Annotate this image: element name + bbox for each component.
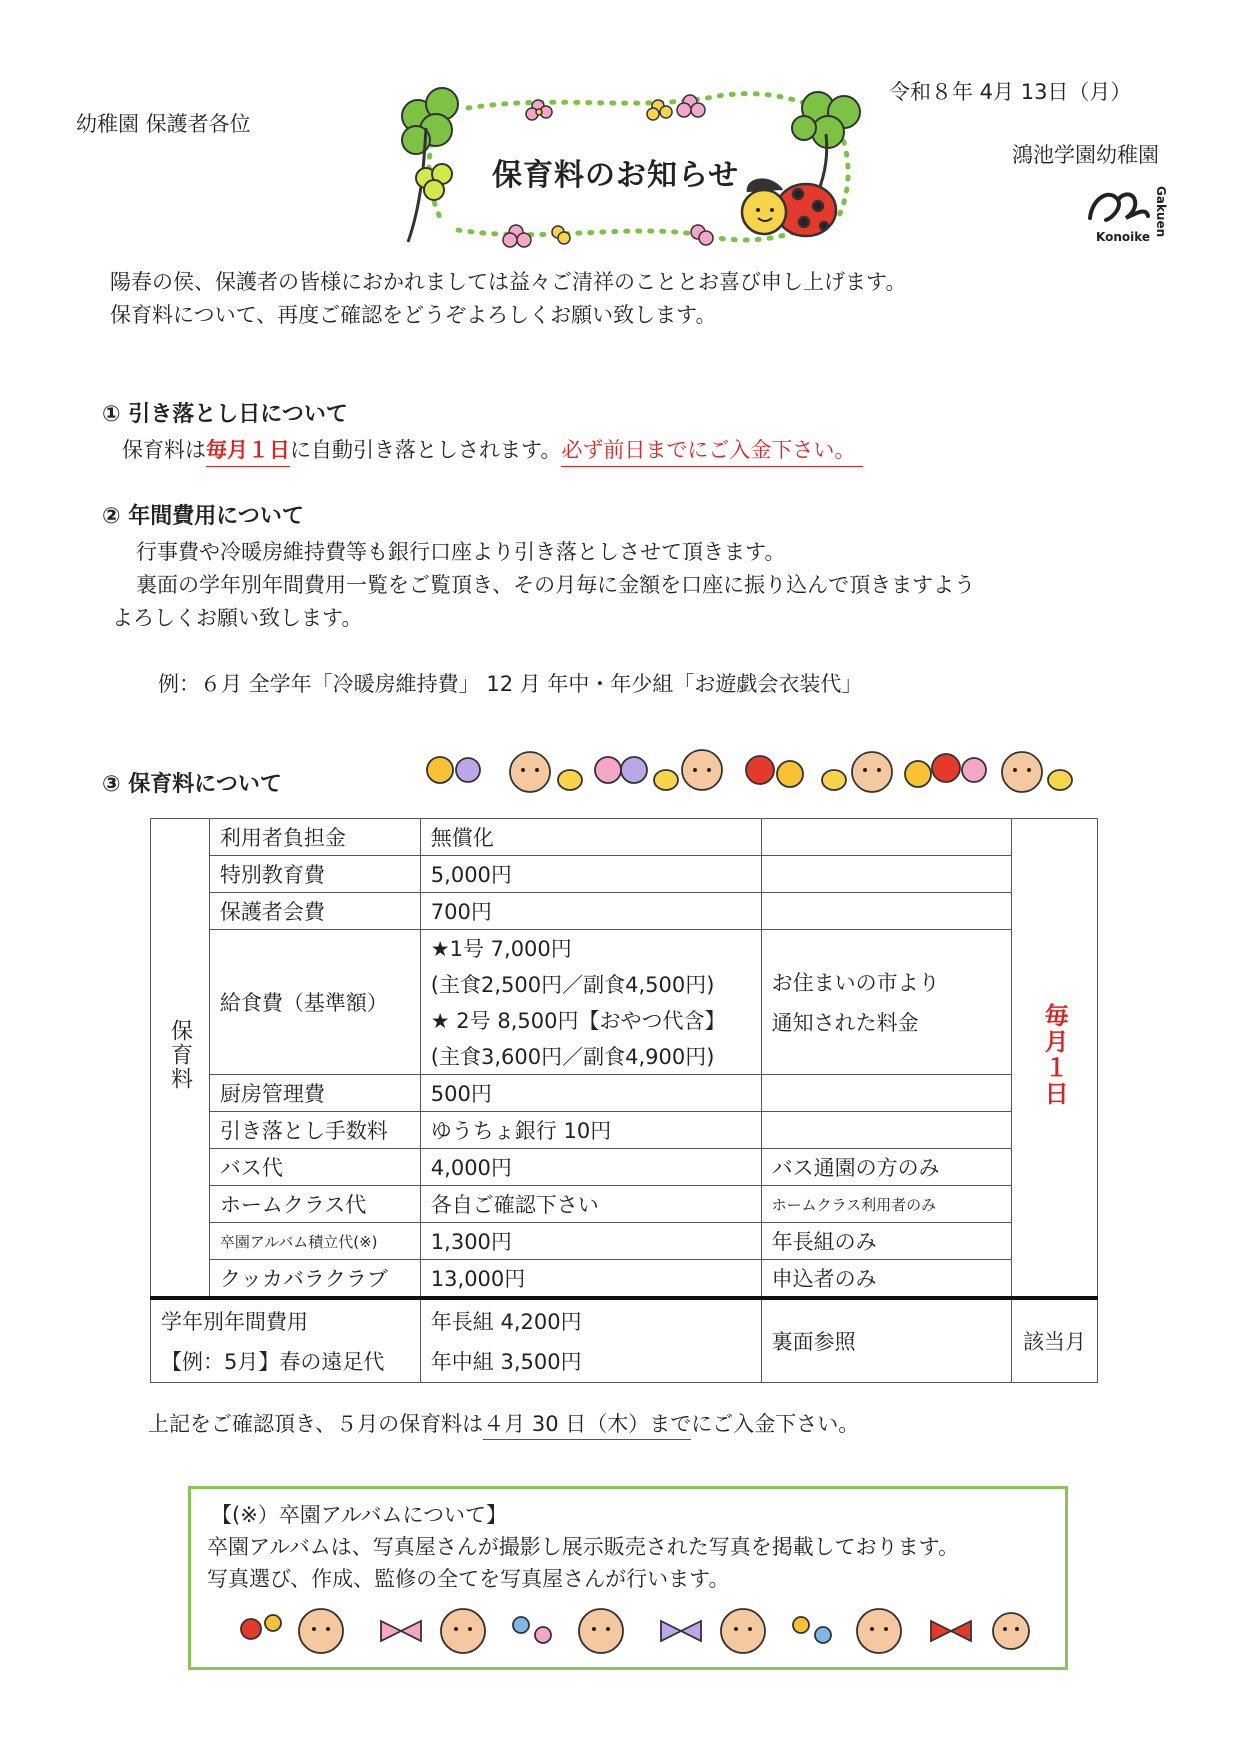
due-date-label: 毎月１日 [1040, 1003, 1069, 1107]
fee-amount-line: (主食3,600円／副食4,900円) [420, 1038, 761, 1075]
fee-item: 卒園アルバム積立代(※) [209, 1223, 420, 1260]
table-row [151, 1260, 1098, 1299]
section-2-heading: ② 年間費用について [102, 504, 304, 529]
table-row [151, 1112, 1098, 1149]
fee-note [761, 930, 1012, 1075]
fee-amount: 各自ご確認下さい [420, 1186, 761, 1223]
section-2-line-3: よろしくお願い致します。 [112, 606, 363, 630]
fee-amount-line: ★1号 7,000円 [420, 930, 761, 967]
fee-amount: 500円 [420, 1075, 761, 1112]
fee-item: 利用者負担金 [209, 819, 420, 856]
fee-item: ホームクラス代 [209, 1186, 420, 1223]
section-1-warning: 必ず前日までにご入金下さい。 [561, 438, 863, 467]
fee-amount-line: (主食2,500円／副食4,500円) [420, 966, 761, 1002]
table-row [151, 1223, 1098, 1260]
fee-amount: 5,000円 [420, 856, 761, 893]
table-row [151, 893, 1098, 930]
fee-note: 年長組のみ [761, 1223, 1012, 1260]
annual-note: 裏面参照 [761, 1298, 1012, 1383]
fee-amount: 13,000円 [420, 1260, 761, 1299]
intro-line-2: 保育料について、再度ご確認をどうぞよろしくお願い致します。 [110, 303, 717, 327]
table-row [151, 819, 1098, 856]
annual-amount-line-2: 年中組 3,500円 [430, 1350, 582, 1374]
album-note-box [188, 1486, 1068, 1670]
annual-item-line-2: 【例：5月】春の遠足代 [161, 1350, 385, 1374]
fee-note-line: 通知された料金 [771, 1011, 919, 1035]
section-2-line-1: 行事費や冷暖房維持費等も銀行口座より引き落としさせて頂きます。 [136, 540, 786, 564]
annual-amount-line-1: 年長組 4,200円 [430, 1310, 582, 1334]
fee-table [150, 818, 1098, 1383]
fee-item: 引き落とし手数料 [209, 1112, 420, 1149]
fee-amount: ゆうちょ銀行 10円 [420, 1112, 761, 1149]
org-name: 鴻池学園幼稚園 [1012, 143, 1159, 167]
title-banner [398, 82, 868, 252]
fee-note: ホームクラス利用者のみ [761, 1186, 1012, 1223]
table-row [151, 930, 1098, 967]
logo-text-gakuen: Gakuen [1154, 186, 1168, 238]
fee-note: バス通園の方のみ [761, 1149, 1012, 1186]
section-1-text-c: に自動引き落としされます。 [290, 438, 562, 462]
fee-note: 申込者のみ [761, 1260, 1012, 1299]
fee-note [761, 819, 1012, 856]
fee-amount: 700円 [420, 893, 761, 930]
annual-item [151, 1298, 421, 1383]
fee-note-line: お住まいの市より [771, 971, 940, 995]
table-row-annual [151, 1298, 1098, 1383]
table-row [151, 1149, 1098, 1186]
flower-kids-decoration [420, 740, 1080, 802]
fee-item: 給食費（基準額） [209, 930, 420, 1075]
fee-amount: 4,000円 [420, 1149, 761, 1186]
table-row [151, 856, 1098, 893]
section-1-text-a: 保育料は [122, 438, 206, 462]
table-row [151, 1186, 1098, 1223]
album-note-title: 【(※）卒園アルバムについて】 [211, 1503, 508, 1527]
section-1-due-date: 毎月１日 [206, 438, 290, 467]
album-note-line-2: 写真選び、作成、監修の全てを写真屋さんが行います。 [207, 1567, 730, 1591]
section-2-example: 例：６月 全学年「冷暖房維持費」 12 月 年中・年少組「お遊戯会衣装代」 [158, 672, 863, 696]
annual-due: 該当月 [1012, 1298, 1098, 1383]
album-note-line-1: 卒園アルバムは、写真屋さんが撮影し展示販売された写真を掲載しております。 [207, 1535, 960, 1559]
fee-item: バス代 [209, 1149, 420, 1186]
section-1-text [122, 438, 863, 463]
fee-item: 厨房管理費 [209, 1075, 420, 1112]
fee-note [761, 856, 1012, 893]
intro-line-1: 陽春の侯、保護者の皆様におかれましては益々ご清祥のこととお喜び申し上げます。 [110, 270, 907, 294]
fee-amount: 無償化 [420, 819, 761, 856]
fee-group-label: 保育料 [167, 1019, 193, 1091]
section-1-heading: ① 引き落とし日について [102, 402, 348, 427]
fee-item: 保護者会費 [209, 893, 420, 930]
due-date-cell [1012, 819, 1098, 1299]
fee-group-cell [151, 819, 210, 1299]
fee-note [761, 893, 1012, 930]
confirm-text-a: 上記をご確認頂き、５月の保育料は [148, 1412, 484, 1436]
fee-note [761, 1075, 1012, 1112]
logo-text-konoike: Konoike [1096, 230, 1151, 244]
annual-item-line-1: 学年別年間費用 [161, 1310, 308, 1334]
fee-item: クッカバラクラブ [209, 1260, 420, 1299]
confirm-deadline: ４月 30 日（木）まで [483, 1412, 691, 1440]
section-3-heading: ③ 保育料について [102, 772, 282, 797]
page-title: 保育料のお知らせ [492, 158, 740, 193]
fee-item: 特別教育費 [209, 856, 420, 893]
confirm-text [148, 1412, 859, 1437]
school-logo [1082, 178, 1172, 246]
date: 令和８年 4月 13日（月） [889, 80, 1132, 104]
fee-note [761, 1112, 1012, 1149]
fee-amount: 1,300円 [420, 1223, 761, 1260]
kids-bows-decoration [231, 1601, 1031, 1661]
confirm-text-c: にご入金下さい。 [691, 1412, 860, 1436]
section-2-line-2: 裏面の学年別年間費用一覧をご覧頂き、その月毎に金額を口座に振り込んで頂きますよう [136, 573, 976, 597]
annual-amount [420, 1298, 761, 1383]
fee-amount-line: ★ 2号 8,500円【おやつ代含】 [420, 1002, 761, 1038]
recipient: 幼稚園 保護者各位 [76, 112, 251, 136]
table-row [151, 1075, 1098, 1112]
